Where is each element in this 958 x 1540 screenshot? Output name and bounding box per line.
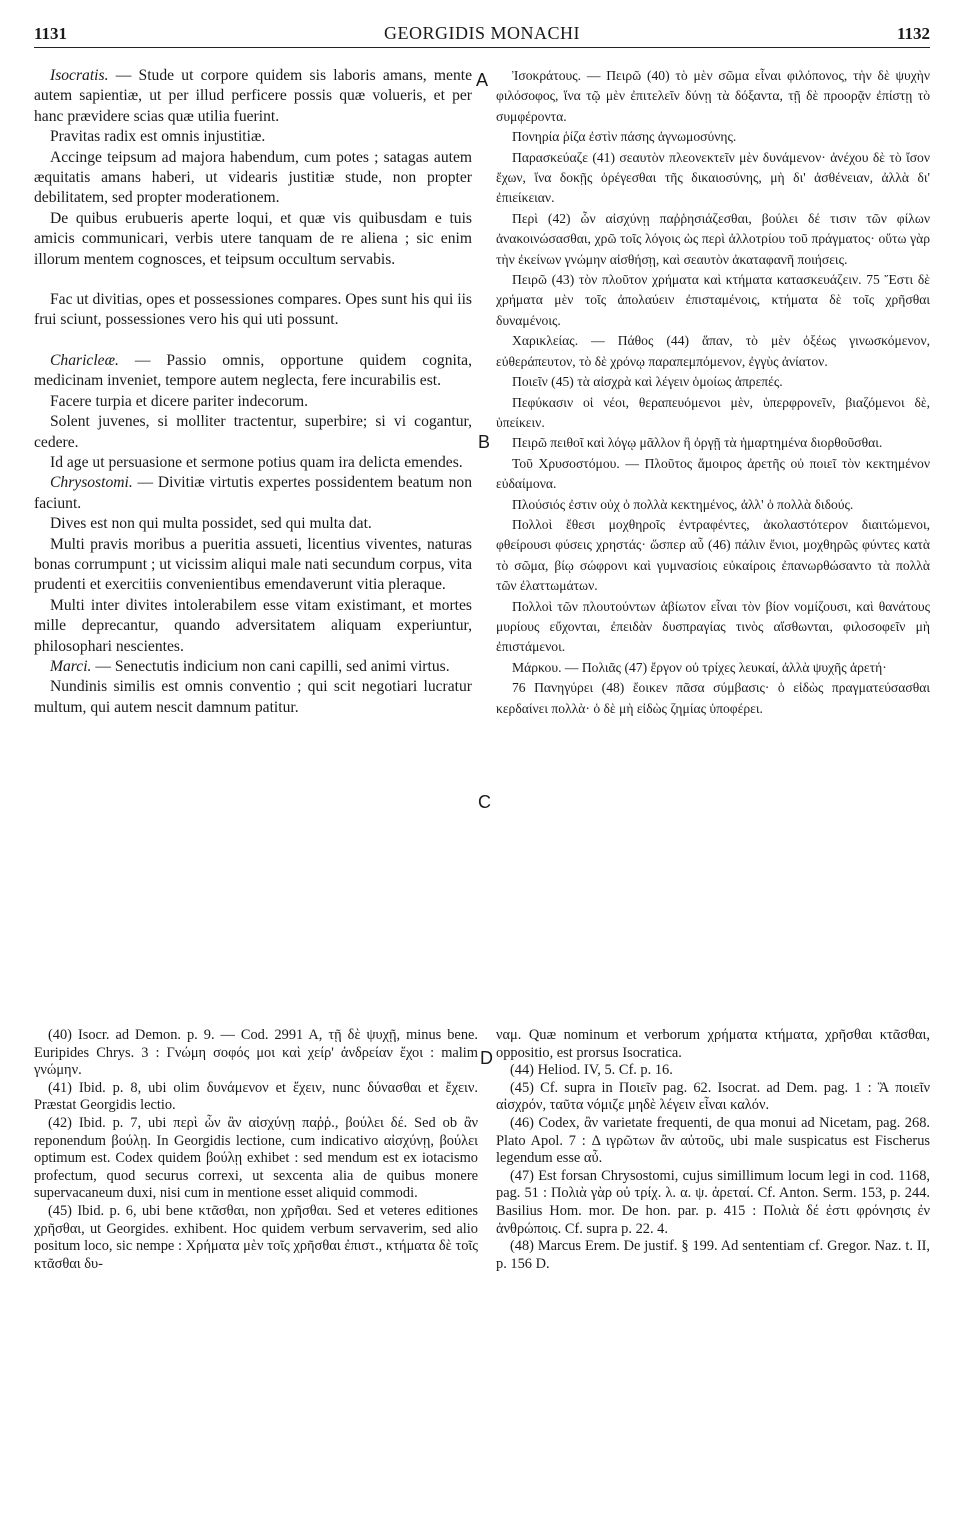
latin-paragraph: De quibus erubueris aperte loqui, et quæ vis quibusdam e tuis amicis communicari, verbis utere tanquam de re aliena ; sic enim illorum mentem cognosces, et teipsum occultum servabis. [34, 209, 472, 268]
greek-paragraph: Παρασκεύαζε (41) σεαυτὸν πλεονεκτεῖν μὲν δυνάμενον· ἀνέχου δὲ τὸ ἴσον ἔχων, ἵνα δοκῇς ὀρέγεσθαι τῆς δικαιοσύνης, μὴ δι' ἀσθένειαν, ἀλλὰ δι' ἐπιείκειαν. [496, 149, 930, 206]
page-header [34, 20, 930, 48]
margin-marker-d: D [480, 1048, 493, 1068]
greek-paragraph: Τοῦ Χρυσοστόμου. — Πλοῦτος ἄμοιρος ἀρετῆς οὐ ποιεῖ τὸν κεκτημένον εὐδαίμονα. [496, 455, 930, 492]
greek-paragraph: Πονηρία ῥίζα ἐστὶν πάσης ἀγνωμοσύνης. [512, 129, 737, 145]
latin-paragraph: Isocratis. — Stude ut corpore quidem sis laboris amans, mente autem sapientiæ, ut per illud perficere possis quæ volueris, et per hanc prævidere scias quæ utilia fuerint. [34, 67, 472, 125]
greek-paragraph: Πολλοὶ τῶν πλουτούντων ἀβίωτον εἶναι τὸν βίον νομίζουσι, καὶ θανάτους μυρίους εὔχονται, ἐπειδὰν δυσπραγίας τινὸς αἴσθωνται, φιλοσοφεῖν μὴ ἐπιστάμενοι. [496, 598, 930, 655]
latin-paragraph: Multi inter divites intolerabilem esse vitam existimant, et mortes mille deprecantur, quando adversitatem aliquam experiuntur, philosophari nescientes. [34, 596, 472, 655]
greek-paragraph: Μάρκου. — Πολιᾶς (47) ἔργον οὐ τρίχες λευκαί, ἀλλὰ ψυχῆς ἀρετή· [512, 659, 887, 675]
greek-paragraph: Πολλοὶ ἔθεσι μοχθηροῖς ἐντραφέντες, ἀκολαστότερον διαιτώμενοι, φθείρουσι φύσεις χρηστάς· ὥσπερ αὖ (46) πάλιν ἔνιοι, μοχθηρῶς φύντες κατὰ τὸ σῶμα, βίῳ σώφρονι καὶ γυμνασίοις εὐκαίροις ἐπανωρθώσαντο τὰ πολλὰ τῶν ἐλαττωμάτων. [496, 516, 930, 594]
footnote: (41) Ibid. p. 8, ubi olim δυνάμενον et ἔχειν, nunc δύνασθαι et ἔχειν. Præstat Georgidis lectio. [34, 1079, 478, 1114]
footnote: (45) Cf. supra in Ποιεῖν pag. 62. Isocrat. ad Dem. pag. 1 : Ἃ ποιεῖν αἰσχρόν, ταῦτα νόμιζε μηδὲ λέγειν εἶναι καλόν. [496, 1079, 930, 1114]
margin-marker-a: A [476, 70, 489, 90]
margin-marker-c: C [478, 792, 491, 812]
latin-paragraph: Charicleæ. — Passio omnis, opportune quidem cognita, medicinam inveniet, tempore autem neglecta, fere incurabilis est. [34, 351, 472, 390]
latin-paragraph: Id age ut persuasione et sermone potius quam ira delicta emendes. [50, 453, 463, 471]
greek-paragraph: Ποιεῖν (45) τὰ αἰσχρὰ καὶ λέγειν ὁμοίως ἀπρεπές. [512, 374, 783, 390]
latin-paragraph: Chrysostomi. — Divitiæ virtutis expertes possidentem beatum non faciunt. [34, 474, 472, 512]
latin-paragraph: Facere turpia et dicere pariter indecorum. [50, 392, 309, 410]
footnote: (47) Est forsan Chrysostomi, cujus simillimum locum legi in cod. 1168, pag. 51 : Πολιὰ γὰρ οὐ τρίχ. λ. α. ψ. ἀρεταί. Cf. Anton. Serm. 153, p. 244. Basilius Hom. mor. De hon. par. p. 415 : Πολιὰ δέ ἐστι φρόνησις ἐν ἀνθρώποις. Cf. supra p. 22. 4. [496, 1167, 930, 1237]
greek-column [496, 66, 930, 719]
greek-paragraph: 76 Πανηγύρει (48) ἔοικεν πᾶσα σύμβασις· ὁ εἰδὼς πραγματεύσασθαι κερδαίνει πολλὰ· ὁ δὲ μὴ εἰδὼς ζημίας ὑποφέρει. [496, 680, 930, 716]
greek-paragraph: Χαρικλείας. — Πάθος (44) ἅπαν, τὸ μὲν ὀξέως γινωσκόμενον, εὐθεράπευτον, τὸ δὲ χρόνῳ παραπεμπόμενον, ἐγγὺς ἀνίατον. [496, 333, 930, 369]
margin-marker-b: B [478, 432, 491, 452]
footnote: ναμ. Quæ nominum et verborum χρήματα κτήματα, χρῆσθαι κτᾶσθαι, oppositio, est prorsus Isocratica. [496, 1027, 930, 1061]
latin-paragraph: Multi pravis moribus a pueritia assueti, licentius viventes, naturas bonas corrumpunt ; ut vicissim aliqui male nati secundum corpus, vita prudenti et exercitiis convenientibus emendaverunt vitia pleraque. [34, 535, 472, 594]
latin-paragraph: Fac ut divitias, opes et possessiones compares. Opes sunt his qui iis frui sciunt, possessiones vero his qui uti possunt. [34, 291, 472, 329]
right-page-number: 1132 [896, 24, 930, 43]
latin-paragraph: Accinge teipsum ad majora habendum, cum potes ; satagas autem æquitatis amans haberi, ut videaris justitiæ stude, non propter debilitatem, sed propter moderationem. [34, 148, 472, 207]
greek-paragraph: Ἰσοκράτους. — Πειρῶ (40) τὸ μὲν σῶμα εἶναι φιλόπονος, τὴν δὲ ψυχὴν φιλόσοφος, ἵνα τῷ μὲν ἐπιτελεῖν δύνῃ τὰ δόξαντα, τῇ δὲ προορᾷν ἐπίστῃ τὸ συμφέροντα. [496, 68, 930, 124]
latin-paragraph: Dives est non qui multa possidet, sed qui multa dat. [50, 515, 372, 533]
footnote: (44) Heliod. IV, 5. Cf. p. 16. [510, 1062, 673, 1079]
running-title: GEORGIDIS MONACHI [384, 23, 580, 43]
footnote: (46) Codex, ἂν varietate frequenti, de qua monui ad Nicetam, pag. 268. Plato Apol. 7 : Δ ιγρῶτων ἂν αὐτοῦς, ubi male suspicatus est Fischerus legendum esse αὖ. [496, 1114, 930, 1167]
latin-paragraph: Marci. — Senectutis indicium non cani capilli, sed animi virtus. [50, 657, 450, 675]
greek-paragraph: Πειρῶ (43) τὸν πλοῦτον χρήματα καὶ κτήματα κατασκευάζειν. 75 Ἔστι δὲ χρήματα μὲν τοῖς ἀπολαύειν ἐπισταμένοις, κτήματα δὲ τοῖς χρῆσθαι δυναμένοις. [496, 272, 930, 328]
latin-column [34, 66, 472, 718]
footnote: (48) Marcus Erem. De justif. § 199. Ad sententiam cf. Gregor. Naz. t. II, p. 156 D. [496, 1238, 930, 1272]
greek-paragraph: Πειρῶ πειθοῖ καὶ λόγῳ μᾶλλον ἢ ὀργῇ τὰ ἡμαρτημένα διορθοῦσθαι. [512, 435, 883, 451]
left-page-number: 1131 [34, 24, 68, 43]
greek-paragraph: Πεφύκασιν οἱ νέοι, θεραπευόμενοι μὲν, ὑπερφρονεῖν, βιαζόμενοι δὲ, ὑπείκειν. [496, 394, 930, 430]
footnote: (45) Ibid. p. 6, ubi bene κτᾶσθαι, non χρῆσθαι. Sed et veteres editiones χρῆσθαι, ut Georgides. exhibent. Hoc quidem verbum servaverim, sed alio positum loco, sic nempe : Χρήματα μὲν τοῖς χρῆσθαι ἐπιστ., κτήματα δὲ τοῖς κτᾶσθαι δυ- [34, 1202, 478, 1272]
footnote: (40) Isocr. ad Demon. p. 9. — Cod. 2991 A, τῇ δὲ ψυχῇ, minus bene. Euripides Chrys. 3 : Γνώμη σοφός μοι καὶ χείρ' ἀνδρείαν ἔχοι : malim γνώμην. [34, 1027, 478, 1079]
greek-paragraph: Πλούσιός ἐστιν οὐχ ὁ πολλὰ κεκτημένος, ἀλλ' ὁ πολλὰ διδούς. [512, 496, 854, 512]
greek-paragraph: Περὶ (42) ὧν αἰσχύνῃ παῤῥησιάζεσθαι, βούλει δέ τισιν τῶν φίλων ἀνακοινώσασθαι, χρῶ τοῖς λόγοις ὡς περὶ ἀλλοτρίου τοῦ πράγματος· οὕτω γὰρ τὴν ἐκείνων γνώμην αἰσθήσῃ, καὶ σεαυτὸν ἀκαταφανῆ ποιήσεις. [496, 210, 930, 267]
latin-paragraph: Solent juvenes, si molliter tractentur, superbire; si vi cogantur, cedere. [34, 413, 472, 451]
footnotes-right [496, 1027, 930, 1273]
footnote: (42) Ibid. p. 7, ubi περὶ ὧν ἂν αἰσχύνῃ παῤῥ., βούλει δέ. Sed ob ἂν reponendum βούλῃ. In Georgidis lectione, cum indicativo αἰσχύνῃ, βούλει optimum est. Codex quidem βούλῃ exhibet : sed mendum est ex iotacismo profectum, quod securus correxi, ut sexcenta alia de quibus monere supervacaneum duxi, nisi cum in mentione esset aliquid commodi. [34, 1114, 478, 1202]
latin-paragraph: Nundinis similis est omnis conventio ; qui scit negotiari lucratur multum, qui autem nescit damnum patitur. [34, 678, 472, 716]
latin-paragraph: Pravitas radix est omnis injustitiæ. [50, 128, 266, 146]
footnotes-left [34, 1027, 478, 1273]
